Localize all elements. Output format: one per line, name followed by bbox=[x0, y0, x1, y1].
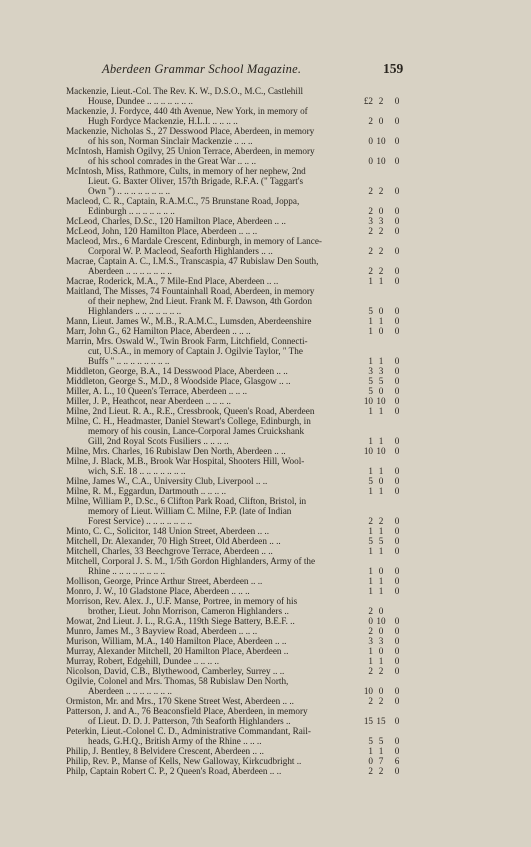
amount-pence: 0 bbox=[394, 486, 400, 496]
entry-name-line: Middleton, George, B.A., 14 Desswood Place, Aberdeen .. .. bbox=[66, 366, 288, 376]
amount-pounds: 0 bbox=[368, 756, 373, 766]
amount-shillings: 10 bbox=[376, 396, 386, 406]
entry-name-line: McIntosh, Hamish Ogilvy, 25 Union Terrace, Aberdeen, in memory bbox=[66, 146, 315, 156]
amount-pounds: 1 bbox=[368, 656, 373, 666]
entry-continuation-line: Aberdeen .. .. .. .. .. .. .. bbox=[88, 686, 172, 696]
entry-name-line: Murray, Robert, Edgehill, Dundee .. .. .. .. bbox=[66, 656, 220, 666]
amount-pence: 0 bbox=[394, 386, 400, 396]
amount-pounds: 1 bbox=[368, 326, 373, 336]
entry-name-line: Milne, Mrs. Charles, 16 Rubislaw Den North, Aberdeen .. .. bbox=[66, 446, 286, 456]
amount-pence: 0 bbox=[394, 476, 400, 486]
amount-pounds: 1 bbox=[368, 466, 373, 476]
entry-continuation-line: Gill, 2nd Royal Scots Fusiliers .. .. .. .. bbox=[88, 436, 229, 446]
amount-shillings: 2 bbox=[378, 226, 384, 236]
page-number: 159 bbox=[383, 61, 404, 76]
amount-shillings: 1 bbox=[378, 436, 384, 446]
amount-pence: 0 bbox=[394, 306, 400, 316]
amount-shillings: 1 bbox=[378, 576, 384, 586]
entry-continuation-line: heads, G.H.Q., British Army of the Rhine .. .. .. bbox=[88, 736, 262, 746]
amount-pence: 0 bbox=[394, 136, 400, 146]
amount-pounds: 0 bbox=[368, 136, 373, 146]
amount-shillings: 2 bbox=[378, 266, 384, 276]
amount-pence: 0 bbox=[394, 226, 400, 236]
amount-shillings: 3 bbox=[378, 216, 384, 226]
amount-shillings: 15 bbox=[376, 716, 386, 726]
entry-name-line: Ormiston, Mr. and Mrs., 170 Skene Street West, Aberdeen .. .. bbox=[66, 696, 294, 706]
entry-continuation-line: wich, S.E. 18 .. .. .. .. .. .. .. bbox=[88, 466, 186, 476]
amount-shillings: 2 bbox=[378, 516, 384, 526]
amount-shillings: 10 bbox=[376, 136, 386, 146]
amount-pounds: 1 bbox=[368, 316, 373, 326]
amount-pence: 0 bbox=[394, 246, 400, 256]
amount-pence: 0 bbox=[394, 376, 400, 386]
entry-continuation-line: House, Dundee .. .. .. .. .. .. .. bbox=[88, 96, 193, 106]
entry-name-line: Mowat, 2nd Lieut. J. L., R.G.A., 119th Siege Battery, B.E.F. .. bbox=[66, 616, 295, 626]
amount-pence: 0 bbox=[394, 406, 400, 416]
amount-shillings: 0 bbox=[378, 206, 384, 216]
entry-continuation-line: of Lieut. D. D. J. Patterson, 7th Seaforth Highlanders .. bbox=[88, 716, 291, 726]
amount-pence: 0 bbox=[394, 616, 400, 626]
amount-pence: 0 bbox=[394, 516, 400, 526]
amount-pence: 0 bbox=[394, 696, 400, 706]
entry-continuation-line: Edinburgh .. .. .. .. .. .. .. bbox=[88, 206, 175, 216]
amount-pounds: 2 bbox=[368, 226, 373, 236]
amount-shillings: 1 bbox=[378, 586, 384, 596]
amount-pence: 0 bbox=[394, 656, 400, 666]
amount-pence: 0 bbox=[394, 366, 400, 376]
entry-name-line: Mitchell, Corporal J. S. M., 1/5th Gordon Highlanders, Army of the bbox=[66, 556, 316, 566]
amount-pounds: 1 bbox=[368, 746, 373, 756]
amount-pence: 0 bbox=[394, 526, 400, 536]
entry-name-line: Milne, William P., D.Sc., 6 Clifton Park Road, Clifton, Bristol, in bbox=[66, 496, 307, 506]
amount-pounds: 1 bbox=[368, 526, 373, 536]
amount-pence: 0 bbox=[394, 566, 400, 576]
amount-pounds: 1 bbox=[368, 356, 373, 366]
amount-shillings: 2 bbox=[378, 666, 384, 676]
amount-pence: 0 bbox=[394, 206, 400, 216]
amount-pence: 0 bbox=[394, 536, 400, 546]
amount-pence: 0 bbox=[394, 686, 400, 696]
amount-pounds: 3 bbox=[368, 366, 373, 376]
entry-name-line: Murison, William, M.A., 140 Hamilton Place, Aberdeen .. .. bbox=[66, 636, 287, 646]
amount-pounds: 1 bbox=[368, 646, 373, 656]
amount-shillings: 2 bbox=[378, 696, 384, 706]
entry-name-line: McIntosh, Miss, Rathmore, Cults, in memory of her nephew, 2nd bbox=[66, 166, 306, 176]
entry-name-line: Marr, John G., 62 Hamilton Place, Aberdeen .. .. .. bbox=[66, 326, 251, 336]
amount-shillings: 5 bbox=[378, 536, 384, 546]
amount-pounds: 1 bbox=[368, 576, 373, 586]
amount-pence: 0 bbox=[394, 586, 400, 596]
entry-name-line: Miller, A. L., 10 Queen's Terrace, Aberdeen .. .. .. bbox=[66, 386, 248, 396]
entry-name-line: Macleod, Mrs., 6 Mardale Crescent, Edinburgh, in memory of Lance- bbox=[66, 236, 322, 246]
amount-pence: 0 bbox=[394, 326, 400, 336]
amount-shillings: 1 bbox=[378, 316, 384, 326]
entry-name-line: Nicolson, David, C.B., Blythewood, Camberley, Surrey .. .. bbox=[66, 666, 285, 676]
amount-shillings: 1 bbox=[378, 486, 384, 496]
amount-shillings: 10 bbox=[376, 156, 386, 166]
amount-shillings: 1 bbox=[378, 746, 384, 756]
amount-pounds: 1 bbox=[368, 436, 373, 446]
entry-name-line: Mackenzie, J. Fordyce, 440 4th Avenue, New York, in memory of bbox=[66, 106, 308, 116]
amount-pence: 0 bbox=[394, 216, 400, 226]
entry-name-line: Maitland, The Misses, 74 Fountainhall Road, Aberdeen, in memory bbox=[66, 286, 315, 296]
amount-pounds: 10 bbox=[363, 446, 373, 456]
entry-name-line: Milne, J. Black, M.B., Brook War Hospital, Shooters Hill, Wool- bbox=[66, 456, 305, 466]
amount-pence: 0 bbox=[394, 626, 400, 636]
amount-pence: 0 bbox=[394, 766, 400, 776]
amount-pounds: 3 bbox=[368, 636, 373, 646]
entry-continuation-line: brother, Lieut. John Morrison, Cameron Highlanders .. bbox=[88, 606, 289, 616]
entry-continuation-line: Hugh Fordyce Mackenzie, H.L.I. .. .. .. .. bbox=[88, 116, 238, 126]
amount-shillings: 0 bbox=[378, 646, 384, 656]
entry-name-line: Philip, J. Bentley, 8 Belvidere Crescent, Aberdeen .. .. bbox=[66, 746, 264, 756]
entry-continuation-line: Aberdeen .. .. .. .. .. .. .. bbox=[88, 266, 172, 276]
amount-pounds: 5 bbox=[368, 376, 373, 386]
amount-shillings: 2 bbox=[378, 186, 384, 196]
entry-name-line: Monro, J. W., 10 Gladstone Place, Aberdeen .. .. .. bbox=[66, 586, 250, 596]
amount-pence: 0 bbox=[394, 276, 400, 286]
amount-shillings: 2 bbox=[378, 766, 384, 776]
entry-name-line: Mitchell, Charles, 33 Beechgrove Terrace, Aberdeen .. .. bbox=[66, 546, 273, 556]
amount-shillings: 5 bbox=[378, 376, 384, 386]
entry-name-line: Mackenzie, Lieut.-Col. The Rev. K. W., D.S.O., M.C., Castlehill bbox=[66, 86, 304, 96]
amount-pence: 0 bbox=[394, 746, 400, 756]
amount-pounds: 2 bbox=[368, 246, 373, 256]
entry-name-line: Munro, James M., 3 Bayview Road, Aberdeen .. .. .. bbox=[66, 626, 258, 636]
amount-pence: 0 bbox=[394, 646, 400, 656]
entry-name-line: Middleton, George S., M.D., 8 Woodside Place, Glasgow .. .. bbox=[66, 376, 291, 386]
entry-name-line: Milne, 2nd Lieut. R. A., R.E., Cressbrook, Queen's Road, Aberdeen bbox=[66, 406, 315, 416]
amount-shillings: 0 bbox=[378, 606, 384, 616]
amount-pounds: 2 bbox=[368, 666, 373, 676]
amount-shillings: 3 bbox=[378, 366, 384, 376]
amount-pounds: 5 bbox=[368, 306, 373, 316]
amount-shillings: 5 bbox=[378, 736, 384, 746]
amount-shillings: 1 bbox=[378, 406, 384, 416]
amount-pounds: 5 bbox=[368, 736, 373, 746]
amount-shillings: 0 bbox=[378, 306, 384, 316]
amount-pence: 0 bbox=[394, 266, 400, 276]
entry-continuation-line: of his son, Norman Sinclair Mackenzie .. .. .. bbox=[88, 136, 253, 146]
amount-pounds: 3 bbox=[368, 216, 373, 226]
entry-name-line: Philip, Rev. P., Manse of Kells, New Galloway, Kirkcudbright .. bbox=[66, 756, 302, 766]
amount-shillings: 0 bbox=[378, 566, 384, 576]
entry-continuation-line: Lieut. G. Baxter Oliver, 157th Brigade, R.F.A. (" Taggart's bbox=[88, 176, 304, 186]
entry-continuation-line: Own ") .. .. .. .. .. .. .. .. bbox=[88, 186, 171, 196]
amount-pounds: 2 bbox=[368, 516, 373, 526]
entry-name-line: Mitchell, Dr. Alexander, 70 High Street, Old Aberdeen .. .. bbox=[66, 536, 281, 546]
entry-name-line: Mann, Lieut. James W., M.B., R.A.M.C., Lumsden, Aberdeenshire bbox=[66, 316, 312, 326]
amount-pence: 0 bbox=[394, 436, 400, 446]
amount-shillings: 0 bbox=[378, 476, 384, 486]
entry-name-line: McLeod, Charles, D.Sc., 120 Hamilton Place, Aberdeen .. .. bbox=[66, 216, 286, 226]
entry-continuation-line: cut, U.S.A., in memory of Captain J. Ogilvie Taylor, " The bbox=[88, 346, 303, 356]
amount-pounds: 10 bbox=[363, 396, 373, 406]
amount-pounds: 10 bbox=[363, 686, 373, 696]
amount-pence: 0 bbox=[394, 446, 400, 456]
entry-name-line: Patterson, J. and A., 76 Beaconsfield Place, Aberdeen, in memory bbox=[66, 706, 308, 716]
page-header bbox=[0, 62, 531, 78]
amount-pounds: 2 bbox=[368, 206, 373, 216]
entry-continuation-line: Rhine .. .. .. .. .. .. .. .. bbox=[88, 566, 166, 576]
amount-pounds: 2 bbox=[368, 626, 373, 636]
entry-continuation-line: of his school comrades in the Great War .. .. .. bbox=[88, 156, 256, 166]
entry-continuation-line: Corporal W. P. Macleod, Seaforth Highlanders .. .. bbox=[88, 246, 273, 256]
amount-pence: 0 bbox=[394, 576, 400, 586]
amount-pounds: 2 bbox=[368, 606, 373, 616]
amount-shillings: 0 bbox=[378, 686, 384, 696]
amount-shillings: 0 bbox=[378, 116, 384, 126]
amount-pounds: 5 bbox=[368, 476, 373, 486]
amount-pounds: 15 bbox=[363, 716, 373, 726]
entry-name-line: Minto, C. C., Solicitor, 148 Union Street, Aberdeen .. .. bbox=[66, 526, 270, 536]
amount-pounds: 5 bbox=[368, 536, 373, 546]
entry-name-line: Miller, J. P., Heathcot, near Aberdeen .. .. .. .. bbox=[66, 396, 231, 406]
entry-name-line: Marrin, Mrs. Oswald W., Twin Brook Farm, Litchfield, Connecti- bbox=[66, 336, 308, 346]
entry-name-line: Macleod, C. R., Captain, R.A.M.C., 75 Brunstane Road, Joppa, bbox=[66, 196, 300, 206]
amount-shillings: 3 bbox=[378, 636, 384, 646]
amount-pounds: 1 bbox=[368, 276, 373, 286]
amount-pence: 0 bbox=[394, 356, 400, 366]
amount-shillings: 1 bbox=[378, 526, 384, 536]
amount-shillings: 1 bbox=[378, 656, 384, 666]
amount-pounds: 1 bbox=[368, 586, 373, 596]
amount-pence: 0 bbox=[394, 466, 400, 476]
amount-pounds: 0 bbox=[368, 616, 373, 626]
amount-pence: 0 bbox=[394, 666, 400, 676]
entry-continuation-line: Buffs " .. .. .. .. .. .. .. .. bbox=[88, 356, 170, 366]
amount-pence: 0 bbox=[394, 186, 400, 196]
amount-pence: 0 bbox=[394, 736, 400, 746]
amount-pence: 0 bbox=[394, 396, 400, 406]
amount-pounds: 2 bbox=[368, 116, 373, 126]
amount-pence: 0 bbox=[394, 116, 400, 126]
amount-pounds: 5 bbox=[368, 386, 373, 396]
entry-name-line: Macrae, Captain A. C., I.M.S., Transcaspia, 47 Rubislaw Den South, bbox=[66, 256, 319, 266]
amount-pounds: 2 bbox=[368, 696, 373, 706]
amount-pounds: 2 bbox=[368, 266, 373, 276]
entry-name-line: Peterkin, Lieut.-Colonel C. D., Administrative Commandant, Rail- bbox=[66, 726, 311, 736]
entry-continuation-line: memory of his cousin, Lance-Corporal James Cruickshank bbox=[88, 426, 305, 436]
amount-pounds: 1 bbox=[368, 486, 373, 496]
entry-name-line: Morrison, Rev. Alex. J., U.F. Manse, Portree, in memory of his bbox=[66, 596, 298, 606]
amount-pounds: £2 bbox=[363, 96, 373, 106]
amount-pence: 0 bbox=[394, 156, 400, 166]
amount-pounds: 1 bbox=[368, 566, 373, 576]
amount-shillings: 1 bbox=[378, 276, 384, 286]
amount-shillings: 1 bbox=[378, 546, 384, 556]
amount-pounds: 2 bbox=[368, 766, 373, 776]
entry-name-line: Macrae, Roderick, M.A., 7 Mile-End Place, Aberdeen .. .. bbox=[66, 276, 279, 286]
entry-name-line: Mollison, George, Prince Arthur Street, Aberdeen .. .. bbox=[66, 576, 263, 586]
amount-pence: 0 bbox=[394, 636, 400, 646]
entry-name-line: Milne, C. H., Headmaster, Daniel Stewart's College, Edinburgh, in bbox=[66, 416, 311, 426]
amount-pounds: 0 bbox=[368, 156, 373, 166]
amount-pence: 0 bbox=[394, 546, 400, 556]
amount-shillings: 10 bbox=[376, 616, 386, 626]
entry-continuation-line: Highlanders .. .. .. .. .. .. .. bbox=[88, 306, 182, 316]
entry-name-line: Philp, Captain Robert C. P., 2 Queen's Road, Aberdeen .. .. bbox=[66, 766, 282, 776]
entry-name-line: Mackenzie, Nicholas S., 27 Desswood Place, Aberdeen, in memory bbox=[66, 126, 315, 136]
amount-pounds: 1 bbox=[368, 406, 373, 416]
amount-pounds: 2 bbox=[368, 186, 373, 196]
entry-name-line: Milne, R. M., Eggardun, Dartmouth .. .. .. .. bbox=[66, 486, 227, 496]
entry-name-line: McLeod, John, 120 Hamilton Place, Aberdeen .. .. .. bbox=[66, 226, 258, 236]
entry-continuation-line: memory of Lieut. William C. Milne, F.P. (late of Indian bbox=[88, 506, 292, 516]
amount-pence: 0 bbox=[394, 716, 400, 726]
amount-pence: 0 bbox=[394, 316, 400, 326]
amount-shillings: 0 bbox=[378, 626, 384, 636]
amount-pence: 0 bbox=[394, 96, 400, 106]
amount-pounds: 1 bbox=[368, 546, 373, 556]
amount-shillings: 2 bbox=[378, 246, 384, 256]
entry-continuation-line: of their nephew, 2nd Lieut. Frank M. F. Dawson, 4th Gordon bbox=[88, 296, 312, 306]
amount-shillings: 0 bbox=[378, 326, 384, 336]
amount-shillings: 2 bbox=[378, 96, 384, 106]
amount-shillings: 1 bbox=[378, 356, 384, 366]
entry-name-line: Milne, James W., C.A., University Club, Liverpool .. .. bbox=[66, 476, 268, 486]
running-title: Aberdeen Grammar School Magazine. bbox=[102, 62, 302, 76]
entry-name-line: Murray, Alexander Mitchell, 20 Hamilton Place, Aberdeen .. bbox=[66, 646, 289, 656]
amount-shillings: 7 bbox=[378, 756, 384, 766]
amount-shillings: 0 bbox=[378, 386, 384, 396]
entry-continuation-line: Forest Service) .. .. .. .. .. .. .. bbox=[88, 516, 193, 526]
entry-name-line: Ogilvie, Colonel and Mrs. Thomas, 58 Rubislaw Den North, bbox=[66, 676, 289, 686]
amount-pence: 6 bbox=[394, 756, 400, 766]
amount-shillings: 10 bbox=[376, 446, 386, 456]
amount-shillings: 1 bbox=[378, 466, 384, 476]
